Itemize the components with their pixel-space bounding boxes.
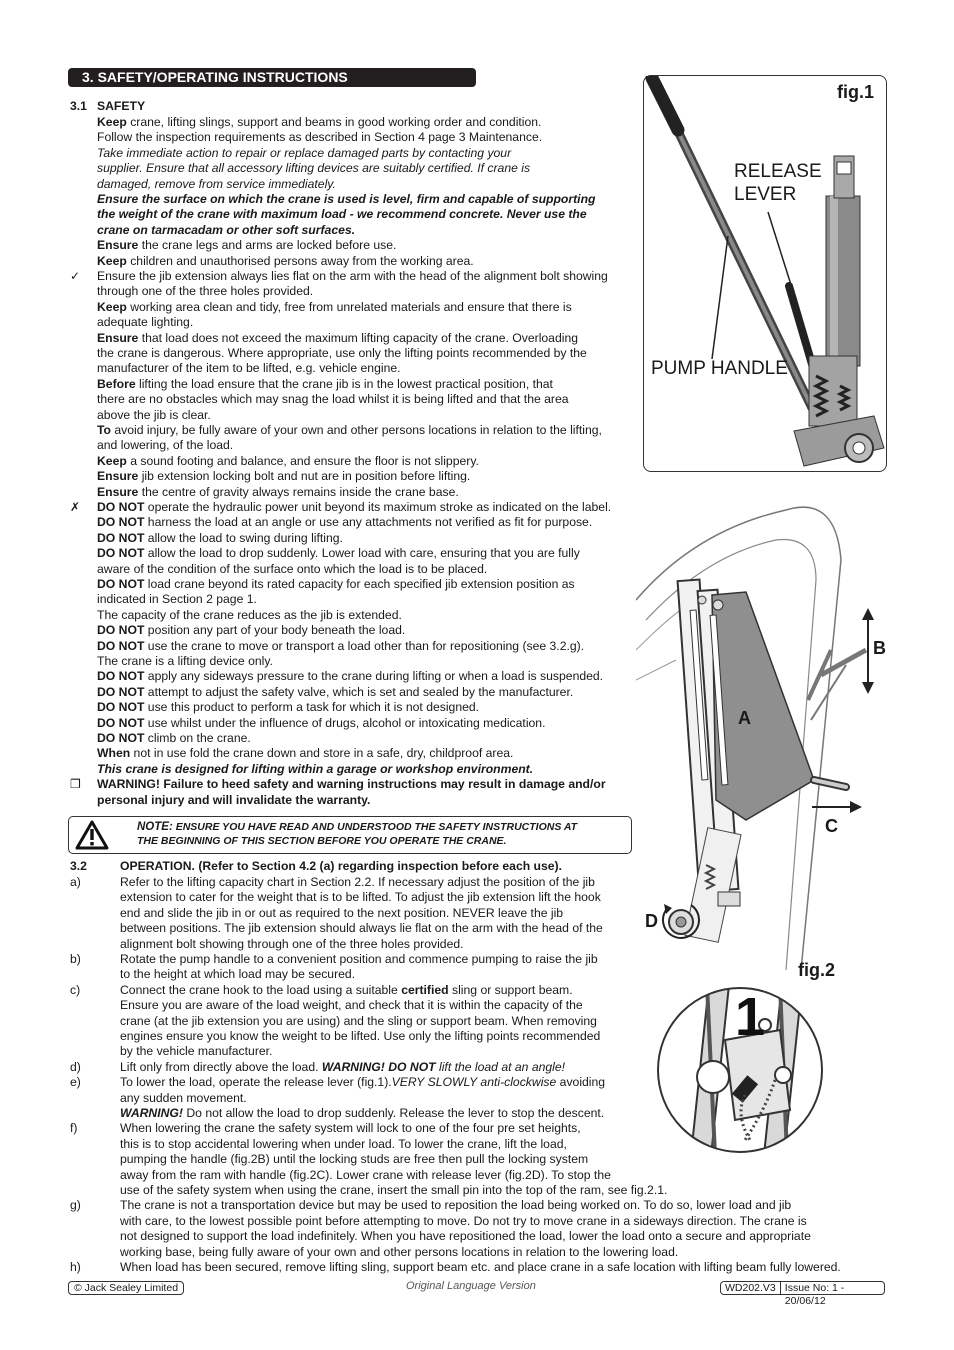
text-run: harness the load at an angle or use any attachments not verified as fit for purpose. <box>144 515 593 530</box>
text-line <box>120 890 601 905</box>
text-run: the centre of gravity always remains inside the crane base. <box>138 484 459 499</box>
text-line <box>120 1060 565 1075</box>
text-run: Keep <box>97 115 127 129</box>
text-run: end and slide the jib in or out as required to the next position. NEVER leave the jib <box>120 905 564 920</box>
text-run: indicated in Section 2 page 1. <box>97 592 257 607</box>
text-run: supplier. Ensure that all accessory lifting devices are suitably certified. If crane is <box>97 161 531 176</box>
text-run: Do not allow the load to drop suddenly. Release the lever to stop the descent. <box>182 1106 605 1120</box>
list-marker: b) <box>70 952 81 966</box>
list-marker: c) <box>70 982 81 997</box>
text-run: the crane is dangerous. Where appropriate, use only the lifting points recommended by the <box>97 346 587 360</box>
text-run: by the vehicle manufacturer. <box>120 1044 273 1059</box>
text-run: away from the ram with handle (fig.2C). Lower crane with release lever (fig.2D). To stop the <box>120 1167 611 1182</box>
text-line <box>97 346 587 361</box>
text-line <box>97 315 193 330</box>
text-line <box>97 438 233 453</box>
text-run: the weight of the crane with maximum load - we recommend concrete. Never use the <box>97 207 587 222</box>
text-line <box>120 1214 807 1229</box>
text-line <box>97 392 569 407</box>
text-run: use the crane to move or transport a load other than for repositioning (see 3.2.g). <box>144 638 585 653</box>
text-run: DO NOT <box>97 515 145 530</box>
warning-triangle-icon <box>75 820 109 850</box>
text-line <box>120 1044 272 1059</box>
fig2-label: fig.2 <box>798 960 836 980</box>
text-run: DO NOT <box>97 546 145 561</box>
text-line <box>97 454 479 469</box>
text-line <box>120 1075 605 1090</box>
text-run: Ensure <box>97 484 139 499</box>
text-run: DO NOT <box>97 700 145 715</box>
text-line <box>120 906 563 921</box>
list-marker: g) <box>70 1198 81 1213</box>
text-run: operate the hydraulic power unit beyond its maximum stroke as indicated on the label. <box>144 500 612 514</box>
text-run: crane (at the jib extension you are using) and the sling or support beam. When removing <box>120 1013 597 1028</box>
callout-d: D <box>645 911 658 931</box>
text-line <box>120 1260 841 1275</box>
text-line <box>120 1091 247 1106</box>
text-line <box>97 115 541 130</box>
text-line <box>97 500 611 515</box>
text-run: DO NOT <box>97 530 145 545</box>
text-line <box>120 967 355 982</box>
text-line <box>97 531 343 546</box>
text-run: DO NOT <box>97 638 145 653</box>
text-run: not in use fold the crane down and store in a safe, dry, childproof area. <box>130 746 514 761</box>
text-run: WARNING! Failure to heed safety and warning instructions may result in damage and/or <box>97 777 606 792</box>
text-run: DO NOT <box>97 684 145 699</box>
text-run: Rotate the pump handle to a convenient position and commence pumping to raise the jib <box>120 952 598 966</box>
text-run: Ensure <box>97 238 139 253</box>
text-run: manufacturer of the item to be lifted, e.g. vehicle engine. <box>97 361 401 376</box>
list-marker: a) <box>70 875 81 889</box>
text-line <box>97 207 587 222</box>
operation-number: 3.2 <box>70 859 87 873</box>
text-run: Ensure <box>97 330 139 345</box>
operation-heading: OPERATION. (Refer to Section 4.2 (a) regarding inspection before each use). <box>120 859 562 873</box>
text-run: Ensure you are aware of the load weight, and check that it is within the capacity of the <box>120 998 583 1013</box>
fig2-1-safety-pin-inset <box>655 985 825 1155</box>
text-line <box>120 1152 588 1167</box>
text-line <box>97 130 542 145</box>
text-run: DO NOT <box>97 577 145 591</box>
text-run: adequate lighting. <box>97 315 194 330</box>
text-run: Keep <box>97 299 127 314</box>
text-run: aware of the condition of the surface onto which the load is to be placed. <box>97 561 488 576</box>
text-line <box>120 875 595 890</box>
text-run: DO NOT <box>97 623 145 638</box>
text-run: avoid injury, be fully aware of your own and other persons locations in relation to the lifting, <box>110 423 602 437</box>
text-line <box>97 762 533 777</box>
text-run: Keep <box>97 253 127 268</box>
text-line <box>97 716 545 731</box>
text-line <box>97 161 530 176</box>
text-line <box>120 921 603 936</box>
release-lever-label-line-1: RELEASE <box>734 161 822 182</box>
text-line <box>120 1198 791 1213</box>
text-line <box>120 1106 604 1121</box>
text-run: Connect the crane hook to the load using a suitable <box>120 982 402 997</box>
list-marker: ✓ <box>70 269 81 283</box>
text-line <box>97 269 608 284</box>
safety-number: 3.1 <box>70 99 87 113</box>
text-line <box>97 731 251 746</box>
list-marker: ❒ <box>70 777 81 792</box>
text-line <box>97 254 474 269</box>
text-run: When lowering the crane the safety system will lock to one of the four pre set heights, <box>120 1121 581 1136</box>
text-run: between positions. The jib extension should always lie flat on the arm with the head of the <box>120 921 603 936</box>
note-line-1: ENSURE YOU HAVE READ AND UNDERSTOOD THE SAFETY INSTRUCTIONS AT <box>172 821 578 833</box>
text-run: to the height at which load may be secured. <box>120 967 356 982</box>
text-line <box>120 1229 811 1244</box>
text-run: allow the load to swing during lifting. <box>144 530 343 545</box>
text-run: that load does not exceed the maximum lifting capacity of the crane. Overloading <box>138 330 579 345</box>
text-line <box>97 177 336 192</box>
text-run: This crane is designed for lifting within a garage or workshop environment. <box>97 761 534 776</box>
list-marker: ✗ <box>70 500 81 514</box>
fig1-crane-ram-drawing <box>644 76 886 471</box>
text-run: there are no obstacles which may snag the load whilst it is being lifted and that the area <box>97 392 569 407</box>
text-run: VERY SLOWLY anti-clockwise <box>391 1075 557 1090</box>
text-line <box>97 361 401 376</box>
note-line-2: THE BEGINNING OF THIS SECTION BEFORE YOU OPERATE THE CRANE. <box>137 835 507 847</box>
text-line <box>120 937 464 952</box>
text-line <box>120 952 598 967</box>
text-line <box>97 669 603 684</box>
text-run: jib extension locking bolt and nut are in position before lifting. <box>138 469 471 484</box>
note-box <box>68 816 632 854</box>
release-lever-label-line-2: LEVER <box>734 184 797 205</box>
callout-b: B <box>873 638 886 658</box>
text-run: working base, being fully aware of your own and other persons locations in relation to the lowering load. <box>120 1244 679 1259</box>
text-run: Ensure the jib extension always lies flat on the arm with the head of the alignment bolt showing <box>97 269 608 283</box>
text-line <box>97 608 402 623</box>
list-marker: d) <box>70 1059 81 1074</box>
text-run: WARNING! DO NOT <box>321 1059 436 1074</box>
section-header: 3. SAFETY/OPERATING INSTRUCTIONS <box>68 68 476 87</box>
text-run: The crane is not a transportation device but may be used to reposition the load being worked on. To do so, lower load and jib <box>120 1198 792 1213</box>
text-run: apply any sideways pressure to the crane during lifting or when a load is suspended. <box>144 669 604 684</box>
text-run: use this product to perform a task for which it is not designed. <box>144 700 480 715</box>
text-run: with care, to the lowest possible point before attempting to move. Do not try to move crane in a sideways direction. The crane is <box>120 1213 807 1228</box>
text-run: DO NOT <box>97 669 145 684</box>
footer-doc-info <box>720 1281 885 1307</box>
text-line <box>120 1029 600 1044</box>
text-line <box>97 546 580 561</box>
text-run: and lowering, of the load. <box>97 438 234 453</box>
text-line <box>97 485 459 500</box>
text-line <box>97 793 370 808</box>
text-line <box>120 1168 611 1183</box>
text-run: Keep <box>97 453 127 468</box>
text-line <box>97 469 470 484</box>
text-line <box>120 1137 567 1152</box>
text-line <box>97 700 479 715</box>
text-run: To <box>97 423 111 437</box>
text-run: damaged, remove from service immediately. <box>97 176 336 191</box>
text-run: The capacity of the crane reduces as the jib is extended. <box>97 607 402 622</box>
text-run: the crane legs and arms are locked before use. <box>138 238 397 253</box>
text-run: extension to cater for the weight that is to be lifted. To adjust the jib extension lift the hook <box>120 890 601 905</box>
text-line <box>97 592 257 607</box>
text-run: DO NOT <box>97 500 145 514</box>
text-run: crane, lifting slings, support and beams in good working order and condition. <box>126 115 542 129</box>
text-line <box>97 223 355 238</box>
text-run: climb on the crane. <box>144 731 251 745</box>
text-line <box>97 577 575 592</box>
text-run: above the jib is clear. <box>97 407 211 422</box>
text-run: position any part of your body beneath the load. <box>144 623 406 638</box>
text-line <box>97 192 595 207</box>
list-marker: h) <box>70 1260 81 1274</box>
text-run: this is to stop accidental lowering when under load. To lower the crane, lift the load, <box>120 1136 567 1151</box>
list-marker: e) <box>70 1075 81 1090</box>
fig1-label: fig.1 <box>837 82 875 102</box>
safety-heading: SAFETY <box>97 99 146 113</box>
text-run: To lower the load, operate the release lever (fig.1). <box>120 1075 392 1090</box>
text-line <box>97 377 553 392</box>
text-run: DO NOT <box>97 715 145 730</box>
text-run: sling or support beam. <box>448 982 573 997</box>
text-run: DO NOT <box>97 731 145 745</box>
text-run: WARNING! <box>120 1106 183 1120</box>
text-line <box>97 685 573 700</box>
text-run: children and unauthorised persons away from the working area. <box>126 253 474 268</box>
text-line <box>97 515 592 530</box>
text-line <box>97 408 211 423</box>
text-line <box>97 562 487 577</box>
text-line <box>97 623 405 638</box>
list-marker: f) <box>70 1121 78 1136</box>
text-line <box>97 639 584 654</box>
text-run: working area clean and tidy, free from unrelated materials and ensure that there is <box>126 299 572 314</box>
text-run: When load has been secured, remove lifting sling, support beam etc. and place crane in a safe location with lifting beam fully lowered. <box>120 1260 841 1274</box>
text-run: lift the load at an angle! <box>435 1059 566 1074</box>
text-run: allow the load to drop suddenly. Lower load with care, ensuring that you are fully <box>144 546 580 561</box>
text-run: through one of the three holes provided. <box>97 284 314 299</box>
text-line <box>97 300 572 315</box>
text-run: Take immediate action to repair or replace damaged parts by contacting your <box>97 145 512 160</box>
text-run: personal injury and will invalidate the warranty. <box>97 792 371 807</box>
callout-a: A <box>738 708 751 728</box>
text-run: engines ensure you know the weight to be lifted. Use only the lifting points recommended <box>120 1029 601 1043</box>
footer-copyright: © Jack Sealey Limited <box>68 1281 184 1295</box>
callout-c: C <box>825 816 838 836</box>
text-run: Follow the inspection requirements as described in Section 4 page 3 Maintenance. <box>97 130 543 145</box>
text-run: alignment bolt showing through one of the three holes provided. <box>120 936 464 951</box>
text-line <box>120 1183 667 1198</box>
inset-number: 1 <box>735 987 766 1047</box>
text-run: When <box>97 746 131 761</box>
footer-language: Original Language Version <box>406 1280 536 1292</box>
text-run: use of the safety system when using the crane, insert the small pin into the top of the ram, see fig.2.1. <box>120 1183 668 1197</box>
text-run: attempt to adjust the safety valve, which is set and sealed by the manufacturer. <box>144 684 574 699</box>
pump-handle-label: PUMP HANDLE <box>651 358 788 379</box>
text-run: certified <box>401 982 449 997</box>
text-line <box>120 998 583 1013</box>
text-line <box>97 146 511 161</box>
footer-doc-ref: WD202.V3 <box>721 1282 781 1294</box>
text-line <box>97 238 396 253</box>
text-run: pumping the handle (fig.2B) until the locking studs are free then pull the locking system <box>120 1152 589 1167</box>
text-line <box>97 423 602 438</box>
text-line <box>120 1121 581 1136</box>
text-run: use whilst under the influence of drugs, alcohol or intoxicating medication. <box>144 715 546 730</box>
text-line <box>97 777 606 792</box>
text-run: load crane beyond its rated capacity for each specified jib extension position as <box>144 577 575 591</box>
text-run: lifting the load ensure that the crane jib is in the lowest practical position, that <box>135 376 553 391</box>
text-line <box>120 1014 597 1029</box>
footer-issue: Issue No: 1 - 20/06/12 <box>784 1282 845 1307</box>
text-line <box>97 746 513 761</box>
text-line <box>97 654 273 669</box>
text-run: crane on tarmacadam or other soft surfaces. <box>97 222 356 237</box>
text-run: Ensure the surface on which the crane is used is level, firm and capable of supporting <box>97 192 596 206</box>
text-line <box>120 983 573 998</box>
note-label: NOTE: <box>137 821 173 833</box>
text-run: not designed to support the load indefinitely. When you have repositioned the load, lower the load onto a secure and appropriate <box>120 1229 811 1244</box>
text-run: any sudden movement. <box>120 1090 247 1105</box>
text-run: Lift only from directly above the load. <box>120 1059 322 1074</box>
text-run: a sound footing and balance, and ensure the floor is not slippery. <box>126 453 479 468</box>
text-run: Before <box>97 376 136 391</box>
figure-1-frame <box>643 75 887 472</box>
text-line <box>120 1245 678 1260</box>
fig2-crane-arm-drawing <box>636 500 886 980</box>
text-line <box>97 331 578 346</box>
text-run: Refer to the lifting capacity chart in Section 2.2. If necessary adjust the position of the jib <box>120 875 595 889</box>
text-run: avoiding <box>556 1075 606 1090</box>
text-run: The crane is a lifting device only. <box>97 654 273 668</box>
text-line <box>97 284 313 299</box>
text-run: Ensure <box>97 469 139 484</box>
